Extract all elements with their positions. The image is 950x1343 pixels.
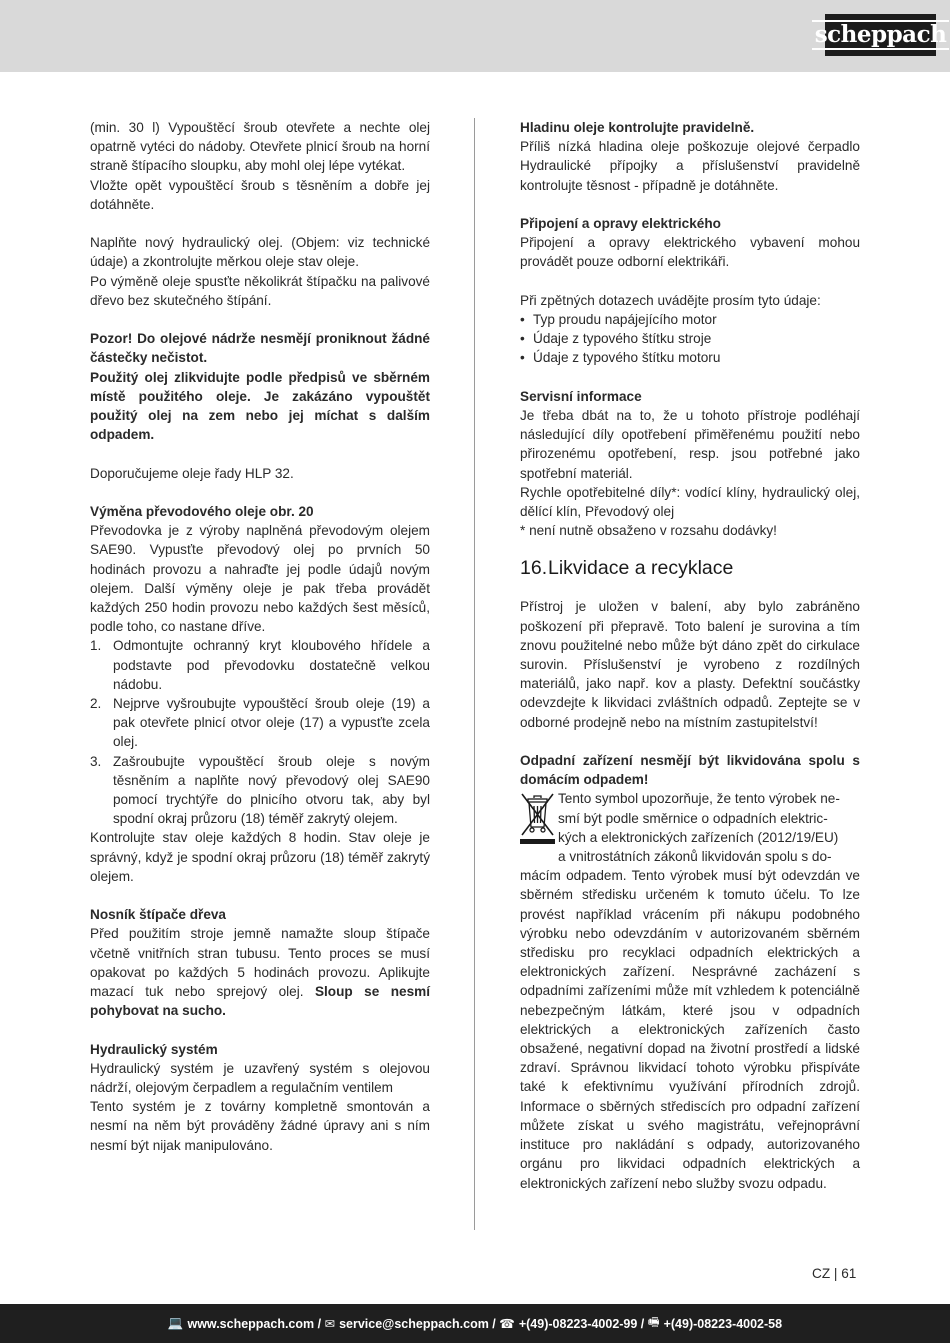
paragraph: Tento symbol upozorňuje, že tento výrobek ne- smí být podle směrnice o odpadních elektric- kých a elektronických zařízeních (2012/19/EU) a vnitrostátních zákonů likvidován spolu s do-	[558, 791, 840, 865]
chapter-title: 16.Likvidace a recyklace	[520, 557, 734, 580]
footer-web[interactable]: www.scheppach.com /	[187, 1316, 322, 1331]
section-heading: Odpadní zařízení nesmějí být likvidována spolu s domácím odpadem!	[520, 753, 860, 788]
paragraph: Převodovka je z výroby naplněná převodovým olejem SAE90. Vypusťte převodový olej po prvních 50 hodinách provozu a nahraďte jej podle údajů novým olejem. Další výměny oleje je pak třeba provádět každých 250 hodin provozu nebo každých šest měsíců, podle toho, co nastane dříve.	[90, 523, 430, 635]
paragraph: Vložte opět vypouštěcí šroub s těsněním a dobře jej dotáhněte.	[90, 177, 430, 212]
computer-icon: 💻	[167, 1316, 184, 1330]
steps-list	[90, 636, 430, 828]
column-divider	[474, 118, 475, 1230]
phone-icon: ☎	[499, 1317, 515, 1331]
section-heading: Hladinu oleje kontrolujte pravidelně.	[520, 120, 755, 135]
scheppach-logo	[814, 14, 947, 56]
paragraph: Příliš nízká hladina oleje poškozuje olejové čerpadlo Hydraulické přípojky a příslušenství pravidelně kontrolujte těsnost - případně je dotáhněte.	[520, 139, 860, 193]
section-heading: Hydraulický systém	[90, 1041, 218, 1057]
paragraph: Kontrolujte stav oleje každých 8 hodin. Stav oleje je správný, když je spodní okraj průzoru (18) téměř zakrytý olejem.	[90, 830, 430, 884]
paragraph: Přístroj je uložen v balení, aby bylo zabráněno poškození při přepravě. Toto balení je surovina a tím znovu použitelné nebo může být dáno zpět do cirkulace surovin. Příslušenství je vyrobeno z rozdílných materiálů, jako např. kov a plasty. Defektní součástky odevzdejte k likvidaci zvláštních odpadů. Zeptejte se v odborné prodejně nebo na místním zastupitelství!	[520, 599, 860, 730]
section-heading: Připojení a opravy elektrického	[520, 216, 721, 231]
list-item: • Údaje z typového štítku motoru	[520, 350, 721, 366]
logo-text: scheppach	[812, 20, 950, 50]
paragraph: mácím odpadem. Tento výrobek musí být odevzdán ve sběrném středisku určeném k tomuto účelu. To lze provést například vrácením při nákupu podobného výrobku nebo odevzdáním v autorizovaném sběrném středisku pro recyklaci odpadních elektrických a elektronických zařízení. Nesprávné zacházení s odpadními zařízeními může mít vzhledem k potenciálně nebezpečným látkám, které jsou v odpadních elektrických a elektronických zařízeních často obsažené, negativní dopad na životní prostředí a lidské zdraví. Správnou likvidací tohoto výrobku přispíváte také k efektivnímu využívání přírodních zdrojů. Informace o sběrných střediscích pro odpadní zařízení můžete získat u svého magistrátu, veřejnoprávní instituce pro nakládání s odpady, autorizovaného orgánu pro likvidaci odpadních elektrických a elektronických zařízení nebo služby svozu odpadu.	[520, 868, 860, 1191]
mail-icon: ✉	[324, 1317, 336, 1331]
paragraph: Rychle opotřebitelné díly*: vodící klíny, hydraulický olej, dělící klín, Převodový olej	[520, 484, 860, 520]
paragraph: Připojení a opravy elektrického vybavení mohou provádět pouze odborní elektrikáři.	[520, 235, 860, 270]
page-number: CZ | 61	[812, 1266, 857, 1281]
paragraph: Doporučujeme oleje řady HLP 32.	[90, 465, 294, 481]
warning-text: Použitý olej zlikvidujte podle předpisů ve sběrném místě použitého oleje. Je zakázáno vypouštět použitý olej na zem nebo jej míchat s dalším odpadem.	[90, 369, 430, 443]
paragraph: Naplňte nový hydraulický olej. (Objem: viz technické údaje) a zkontrolujte měrkou oleje stav oleje.	[90, 235, 430, 270]
right-column	[520, 118, 860, 1193]
section-heading: Výměna převodového oleje obr. 20	[90, 504, 314, 519]
header-bar	[0, 0, 950, 72]
crossed-out-bin-icon	[520, 791, 555, 845]
left-column	[90, 118, 430, 1155]
weee-block	[520, 789, 860, 1192]
warning-text: Pozor! Do olejové nádrže nesmějí proniknout žádné částečky nečistot.	[90, 331, 430, 366]
bullet-list	[520, 310, 860, 368]
list-item: 2. Nejprve vyšroubujte vypouštěcí šroub oleje (19) a pak otevřete plnicí otvor oleje (17) a vypusťte zcela olej.	[90, 696, 430, 750]
paragraph: Před použitím stroje jemně namažte sloup štípače včetně vnitřních stran tubusu. Tento proces se musí opakovat po každých 5 hodinách provozu. Aplikujte mazací tuk nebo sprejový olej. Sloup se nesmí pohybovat na sucho.	[90, 926, 431, 1019]
footer-bar	[0, 1304, 950, 1343]
list-item: 1. Odmontujte ochranný kryt kloubového hřídele a podstavte pod převodovku dostatečně velkou nádobu.	[90, 638, 430, 692]
paragraph: Při zpětných dotazech uvádějte prosím tyto údaje:	[520, 292, 821, 308]
paragraph: Po výměně oleje spusťte několikrát štípačku na palivové dřevo bez skutečného štípání.	[90, 273, 430, 308]
list-item: • Typ proudu napájejícího motor	[520, 312, 717, 327]
section-heading: Nosník štípače dřeva	[90, 907, 226, 923]
paragraph: Tento systém je z továrny kompletně smontován a nesmí na něm být prováděny žádné úpravy ani s ním nesmí být nijak manipulováno.	[90, 1099, 430, 1153]
footer-phone: +(49)-08223-4002-99 /	[518, 1316, 645, 1331]
paragraph: (min. 30 l) Vypouštěcí šroub otevřete a nechte olej opatrně vytéci do nádoby. Otevřete plnicí šroub na horní straně štípacího sloupku, aby mohl olej lépe vytékat.	[90, 120, 430, 174]
list-item: • Údaje z typového štítku stroje	[520, 331, 712, 347]
section-heading: Servisní informace	[520, 388, 642, 404]
footer-fax: +(49)-08223-4002-58	[663, 1316, 783, 1331]
fax-icon: 🖷	[647, 1315, 660, 1329]
paragraph: Hydraulický systém je uzavřený systém s olejovou nádrží, olejovým čerpadlem a regulačním ventilem	[90, 1060, 430, 1096]
footnote: * není nutně obsaženo v rozsahu dodávky!	[520, 523, 777, 539]
list-item: 3. Zašroubujte vypouštěcí šroub oleje s novým těsněním a naplňte nový převodový olej SAE90 pomocí trychtýře do plnicího otvoru tak, aby byl spodní okraj průzoru (18) téměř zakrytý olejem.	[90, 753, 430, 827]
paragraph: Je třeba dbát na to, že u tohoto přístroje podléhají následující díly opotřebení přiměřenému použití nebo přirozenému opotřebení, resp. jsou potřebné jako spotřební materiál.	[520, 408, 860, 481]
footer-email[interactable]: service@scheppach.com /	[339, 1316, 496, 1331]
